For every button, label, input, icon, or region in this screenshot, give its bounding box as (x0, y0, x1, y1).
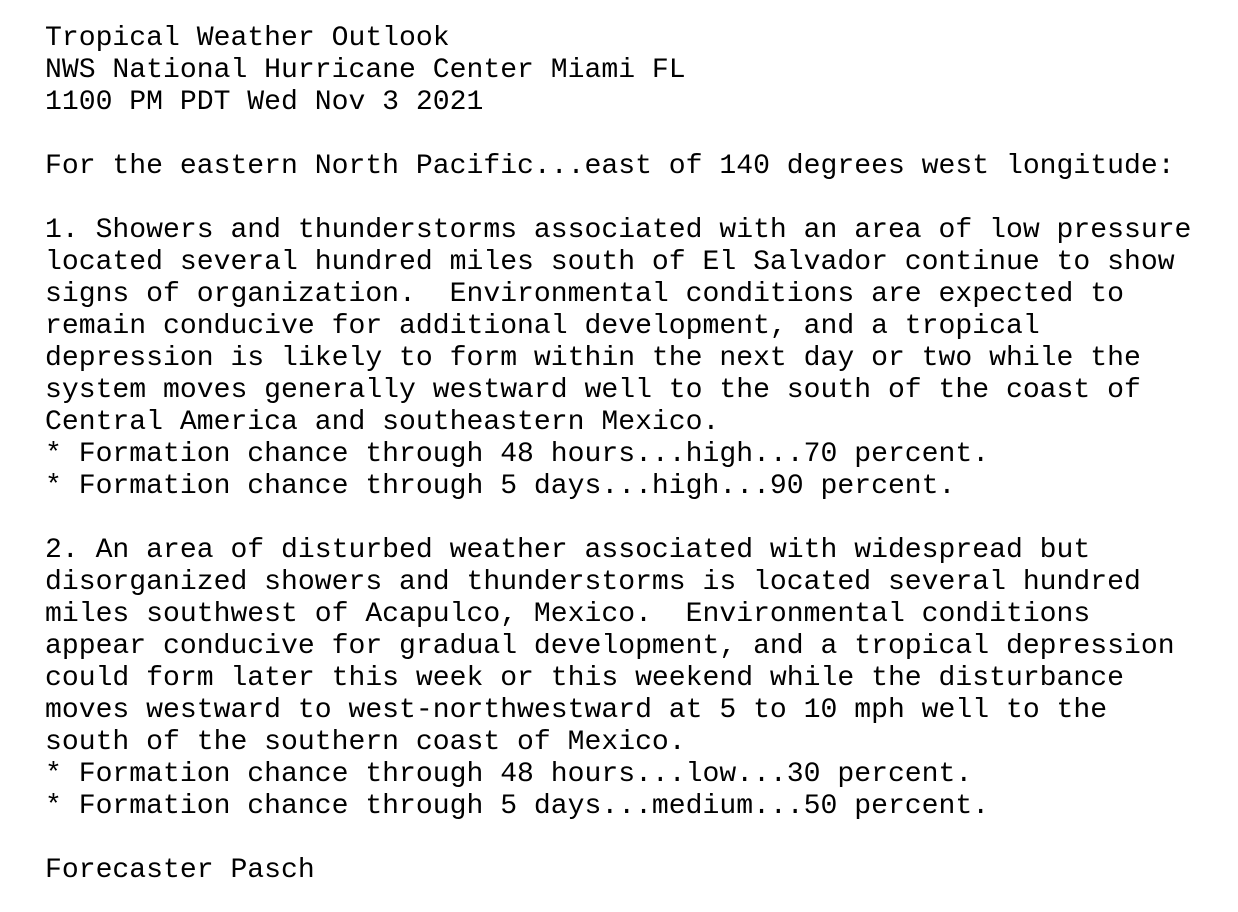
region-heading: For the eastern North Pacific...east of 140 degrees west longitude: (45, 151, 1175, 182)
system-1-chance-5d: * Formation chance through 5 days...high...90 percent. (45, 471, 956, 502)
system-1-line: located several hundred miles south of El Salvador continue to show (45, 247, 1175, 278)
system-1-line: depression is likely to form within the next day or two while the (45, 343, 1141, 374)
issue-time: 1100 PM PDT Wed Nov 3 2021 (45, 87, 484, 118)
tropical-weather-outlook-text (45, 23, 1191, 887)
system-2-line: disorganized showers and thunderstorms is located several hundred (45, 567, 1141, 598)
blank-line (45, 183, 1191, 215)
system-2-line: appear conducive for gradual development, and a tropical depression (45, 631, 1175, 662)
system-2-line: miles southwest of Acapulco, Mexico. Environmental conditions (45, 599, 1091, 630)
system-1-line: Central America and southeastern Mexico. (45, 407, 720, 438)
product-title: Tropical Weather Outlook (45, 23, 450, 54)
system-2-chance-5d: * Formation chance through 5 days...medium...50 percent. (45, 791, 990, 822)
system-2-line: could form later this week or this weekend while the disturbance (45, 663, 1124, 694)
system-2-line: south of the southern coast of Mexico. (45, 727, 686, 758)
system-2-line: moves westward to west-northwestward at 5 to 10 mph well to the (45, 695, 1108, 726)
system-1-line: signs of organization. Environmental conditions are expected to (45, 279, 1124, 310)
system-2-chance-48h: * Formation chance through 48 hours...low...30 percent. (45, 759, 973, 790)
issuing-office: NWS National Hurricane Center Miami FL (45, 55, 686, 86)
system-1-line: remain conducive for additional development, and a tropical (45, 311, 1040, 342)
blank-line (45, 119, 1191, 151)
system-1-chance-48h: * Formation chance through 48 hours...high...70 percent. (45, 439, 990, 470)
system-2-line: 2. An area of disturbed weather associated with widespread but (45, 535, 1091, 566)
blank-line (45, 503, 1191, 535)
system-1-line: 1. Showers and thunderstorms associated with an area of low pressure (45, 215, 1192, 246)
system-1-line: system moves generally westward well to the south of the coast of (45, 375, 1141, 406)
blank-line (45, 823, 1191, 855)
forecaster-signature: Forecaster Pasch (45, 855, 315, 886)
